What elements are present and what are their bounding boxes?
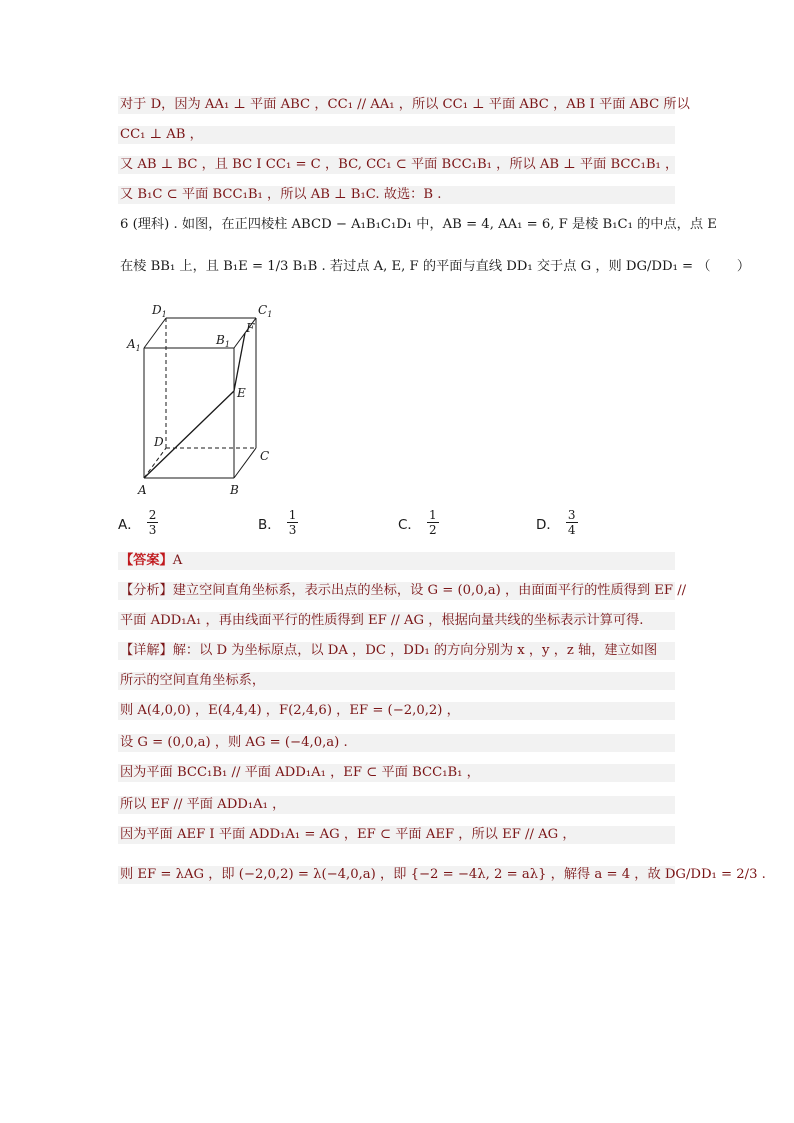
- answer-value: A: [172, 553, 183, 568]
- option-fraction: [287, 508, 299, 537]
- fraction-numerator: 2: [148, 508, 157, 522]
- edge-AD: [144, 448, 166, 478]
- text-line-l9: 平面 ADD₁A₁ ，再由线面平行的性质得到 EF // AG ，根据向量共线的坐标表示计算可得.: [118, 612, 675, 630]
- fraction-denominator: 3: [148, 523, 157, 537]
- text-line-l10: 【详解】解：以 D 为坐标原点，以 DA ，DC ，DD₁ 的方向分别为 x ，y ，z 轴，建立如图: [118, 642, 675, 660]
- answer-options: [118, 508, 675, 544]
- option-C: [398, 508, 439, 537]
- fraction-numerator: 1: [288, 508, 297, 522]
- text-line-l14: 因为平面 BCC₁B₁ // 平面 ADD₁A₁ ，EF ⊂ 平面 BCC₁B₁ ，: [118, 764, 675, 782]
- label-E: E: [237, 386, 246, 400]
- option-B: [258, 508, 298, 537]
- option-letter: B．: [258, 516, 281, 533]
- option-letter: D．: [536, 516, 560, 533]
- fraction-numerator: 1: [428, 508, 437, 522]
- text-line-l1: 对于 D，因为 AA₁ ⊥ 平面 ABC ，CC₁ // AA₁ ，所以 CC₁ ⊥ 平面 ABC ，AB I 平面 ABC 所以: [120, 97, 690, 112]
- text-line-l3: 又 AB ⊥ BC ，且 BC I CC₁ = C ，BC, CC₁ ⊂ 平面 BCC₁B₁ ，所以 AB ⊥ 平面 BCC₁B₁ ，: [120, 157, 679, 172]
- label-C: C: [260, 449, 270, 463]
- option-fraction: [427, 508, 439, 537]
- option-A: [118, 508, 158, 537]
- fraction-numerator: 3: [567, 508, 576, 522]
- text-line-l5: 6 (理科) . 如图，在正四棱柱 ABCD − A₁B₁C₁D₁ 中，AB = 4, AA₁ = 6, F 是棱 B₁C₁ 的中点，点 E: [120, 217, 717, 232]
- label-B1: $B_1$: [216, 333, 230, 349]
- option-fraction: [566, 508, 578, 537]
- fraction-denominator: 4: [567, 523, 576, 537]
- label-F: F: [246, 321, 255, 335]
- edge-A1D1: [144, 318, 166, 348]
- label-C1: $C_1$: [258, 303, 273, 319]
- label-B: B: [230, 483, 239, 497]
- option-letter: C．: [398, 516, 421, 533]
- text-line-l17: 则 EF = λAG ，即 (−2,0,2) = λ(−4,0,a) ，即 {−2 = −4λ, 2 = aλ} ，解得 a = 4 ，故 DG/DD₁ = 2/3 .: [120, 867, 766, 882]
- label-A1: $A_1$: [127, 337, 141, 353]
- text-line-l15: 所以 EF // 平面 ADD₁A₁ ，: [118, 796, 675, 814]
- edge-BC: [234, 448, 256, 478]
- text-line-l16: 因为平面 AEF I 平面 ADD₁A₁ = AG ，EF ⊂ 平面 AEF ，所以 EF // AG ，: [118, 826, 675, 844]
- prism-figure: [118, 300, 288, 500]
- label-A: A: [138, 483, 147, 497]
- text-line-l7: [118, 552, 675, 570]
- text-line-l2: CC₁ ⊥ AB ，: [118, 126, 675, 144]
- segment-EF: [234, 333, 245, 391]
- option-D: [536, 508, 578, 537]
- answer-label: 【答案】: [120, 553, 173, 568]
- option-letter: A．: [118, 516, 141, 533]
- text-line-l8: 【分析】建立空间直角坐标系，表示出点的坐标，设 G = (0,0,a) ，由面面平行的性质得到 EF //: [120, 583, 687, 598]
- text-line-l6: 在棱 BB₁ 上，且 B₁E = 1/3 B₁B . 若过点 A, E, F 的平面与直线 DD₁ 交于点 G ，则 DG/DD₁ = （ ）: [120, 259, 751, 274]
- fraction-denominator: 3: [288, 523, 297, 537]
- fraction-denominator: 2: [428, 523, 437, 537]
- text-line-l4: 又 B₁C ⊂ 平面 BCC₁B₁ ，所以 AB ⊥ B₁C. 故选：B .: [118, 186, 675, 204]
- text-line-l11: 所示的空间直角坐标系，: [118, 672, 675, 690]
- label-D: D: [154, 435, 164, 449]
- option-fraction: [147, 508, 159, 537]
- label-D1: $D_1$: [152, 303, 167, 319]
- text-line-l13: 设 G = (0,0,a) ，则 AG = (−4,0,a) .: [118, 734, 675, 752]
- text-line-l12: 则 A(4,0,0) ，E(4,4,4) ，F(2,4,6) ，EF = (−2,0,2) ，: [118, 702, 675, 720]
